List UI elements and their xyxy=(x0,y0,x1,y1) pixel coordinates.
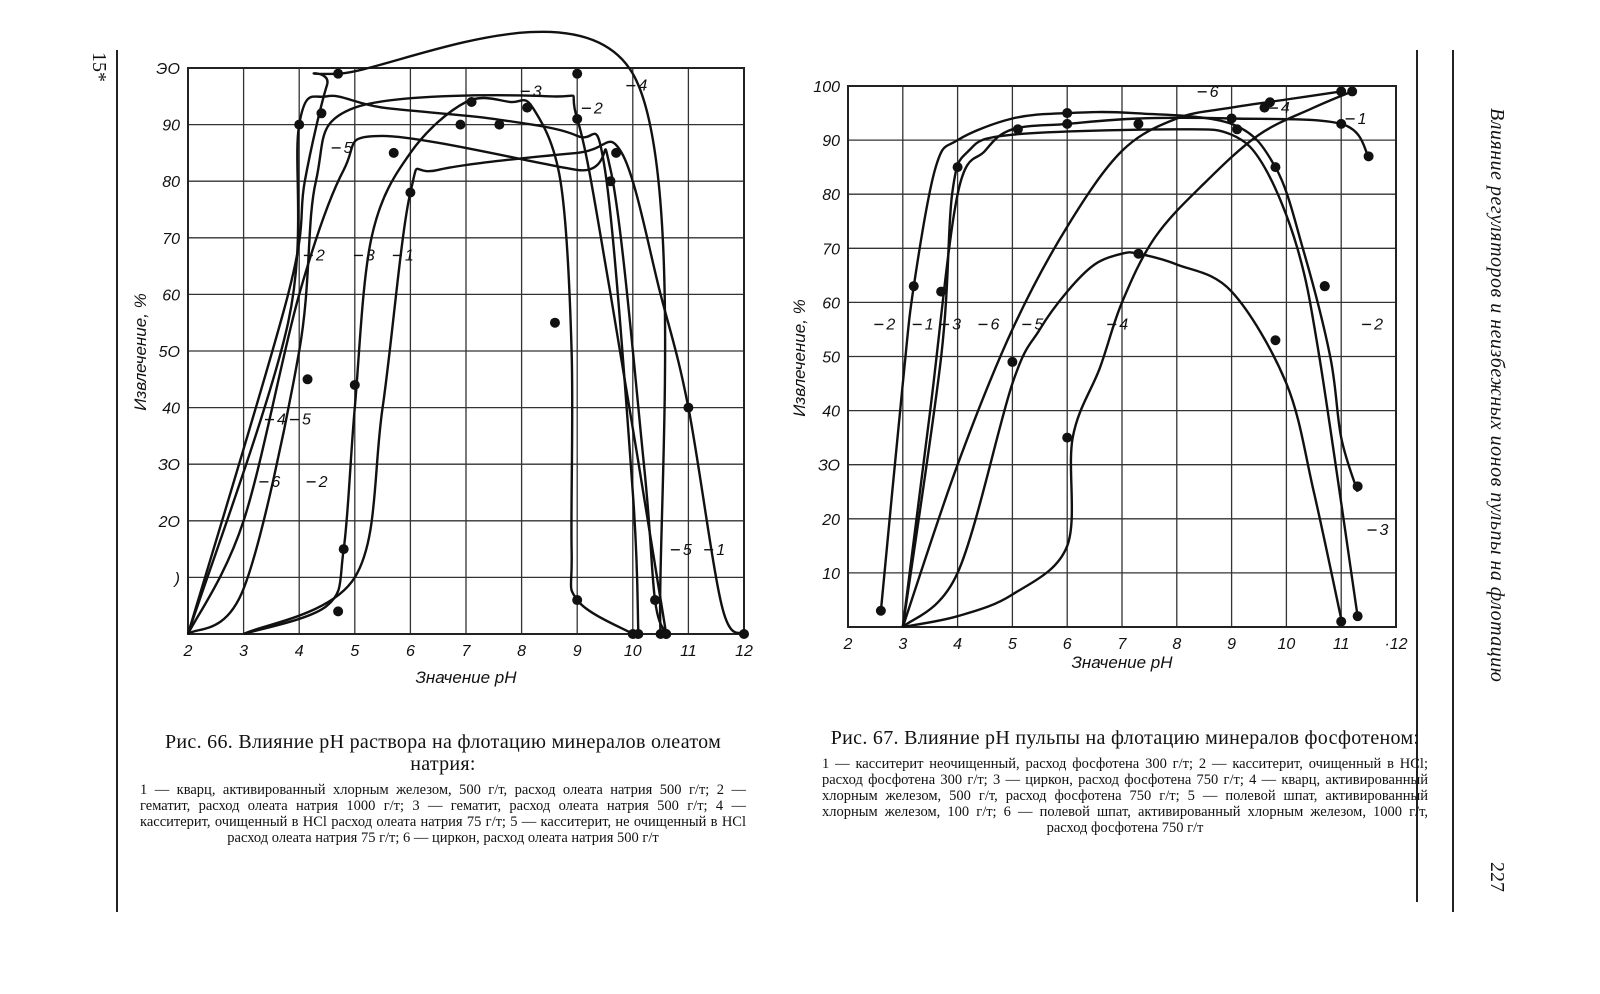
y-tick-label: ) xyxy=(174,570,180,588)
curve-label: 2 xyxy=(1374,316,1383,334)
curve-label: 3 xyxy=(365,247,375,265)
data-point-series-3 xyxy=(1353,611,1363,621)
y-tick-label: 50 xyxy=(822,349,840,367)
left-margin-rule xyxy=(116,50,118,912)
data-point-series-4 xyxy=(1347,86,1357,96)
x-tick-label: 7 xyxy=(461,643,471,660)
series-curve-3 xyxy=(244,98,633,634)
curve-label: 6 xyxy=(1209,83,1219,101)
data-point xyxy=(611,148,621,158)
figure-67-legend: 1 — касситерит неочищенный, расход фосфотена 300 г/т; 2 — касситерит, очищенный в HCl; расход фосфотена 300 г/т; 3 — циркон, расход фосфотена 750 г/т; 4 — кварц, активированный хлорным железом, 500 г/т, расход фосфотена 750 г/т; 5 — полевой шпат, активированный хлорным железом, 100 г/т; 6 — полевой шпат, активированный хлорным железом, 1000 г/т, расход фосфотена 750 г/т xyxy=(822,756,1428,836)
data-point-series-2 xyxy=(876,606,886,616)
y-tick-label: 70 xyxy=(162,230,180,248)
series-curve-4 xyxy=(903,91,1352,627)
curve-label: 3 xyxy=(952,316,962,334)
data-point-series-1 xyxy=(1133,119,1143,129)
curve-label: 2 xyxy=(315,247,325,265)
x-tick-label: 9 xyxy=(572,643,582,660)
curve-label: 3 xyxy=(532,83,542,101)
data-point xyxy=(1013,124,1023,134)
data-point-series-1 xyxy=(1364,151,1374,161)
data-point-series-1 xyxy=(405,188,415,198)
data-point-series-5 xyxy=(661,629,671,639)
data-point-series-3 xyxy=(572,595,582,605)
data-point xyxy=(389,148,399,158)
y-tick-label: 90 xyxy=(822,133,840,151)
y-tick-label: 70 xyxy=(822,241,840,259)
data-point xyxy=(303,374,313,384)
data-point-series-2 xyxy=(1270,162,1280,172)
series-curve-1 xyxy=(244,139,744,634)
y-tick-label: 60 xyxy=(162,287,180,305)
data-point-series-3 xyxy=(1232,124,1242,134)
x-axis-label: Значение pH xyxy=(415,668,517,687)
x-tick-label: 11 xyxy=(680,643,697,660)
data-point xyxy=(1062,108,1072,118)
data-point-series-4 xyxy=(1062,433,1072,443)
right-margin-rule xyxy=(1452,50,1454,912)
y-axis-label: Извлечение, % xyxy=(131,293,150,411)
data-point-series-6 xyxy=(294,120,304,130)
x-tick-label: 9 xyxy=(1227,636,1237,653)
x-tick-label: 11 xyxy=(1332,636,1350,653)
data-point-series-3 xyxy=(1320,281,1330,291)
data-point-series-1 xyxy=(683,403,693,413)
data-point-series-5 xyxy=(1133,249,1143,259)
data-point-series-5 xyxy=(1270,335,1280,345)
data-point xyxy=(550,318,560,328)
x-tick-label: 4 xyxy=(953,636,963,653)
x-tick-label: 8 xyxy=(1172,636,1182,653)
data-point-series-2 xyxy=(572,114,582,124)
y-tick-label: ЭО xyxy=(156,61,180,78)
corner-mark: 15* xyxy=(88,52,110,82)
series-curve-4 xyxy=(188,32,665,634)
data-point-series-4 xyxy=(572,69,582,79)
curve-label: 4 xyxy=(1280,100,1290,118)
data-point-series-1 xyxy=(739,629,749,639)
y-tick-label: 10 xyxy=(822,565,840,583)
figure-66-caption xyxy=(140,731,746,846)
y-tick-label: 80 xyxy=(162,174,180,192)
data-point-series-4 xyxy=(333,69,343,79)
data-point xyxy=(455,120,465,130)
y-tick-label: ЗО xyxy=(818,457,840,475)
y-tick-label: 40 xyxy=(162,400,180,418)
y-tick-label: 80 xyxy=(822,187,840,205)
x-tick-label: 5 xyxy=(1007,636,1017,653)
x-tick-label: 2 xyxy=(843,636,853,653)
x-tick-label: 4 xyxy=(294,643,304,660)
data-point xyxy=(606,176,616,186)
curve-label: 5 xyxy=(682,541,692,559)
curve-label: 4 xyxy=(276,411,286,429)
curve-label: 3 xyxy=(1379,522,1389,540)
data-point-series-3 xyxy=(333,606,343,616)
data-point-series-3 xyxy=(467,97,477,107)
x-tick-label: 12 xyxy=(735,643,753,660)
chart-67 xyxy=(790,79,1408,672)
x-tick-label: 3 xyxy=(898,636,908,653)
data-point xyxy=(339,544,349,554)
curve-label: 1 xyxy=(924,316,934,334)
x-tick-label: 10 xyxy=(1277,636,1296,653)
y-axis-label: Извлечение, % xyxy=(790,299,809,417)
x-tick-label: 6 xyxy=(1062,636,1072,653)
y-tick-label: 60 xyxy=(822,295,840,313)
data-point-series-1 xyxy=(1062,119,1072,129)
data-point-series-3 xyxy=(522,103,532,113)
data-point-series-6 xyxy=(633,629,643,639)
y-tick-label: 100 xyxy=(813,79,840,96)
page-number: 227 xyxy=(1486,862,1508,892)
data-point-series-2 xyxy=(909,281,919,291)
curve-label: 6 xyxy=(990,316,1000,334)
figure-66-legend: 1 — кварц, активированный хлорным железом, 500 г/т, расход олеата натрия 500 г/т; 2 — гематит, расход олеата натрия 1000 г/т; 3 — гематит, расход олеата натрия 500 г/т; 4 — касситерит, очищенный в HCl расход олеата натрия 75 г/т; 5 — касситерит, не очищенный в HCl расход олеата натрия 75 г/т; 6 — циркон, расход олеата натрия 500 г/т xyxy=(140,782,746,846)
data-point-series-3 xyxy=(936,287,946,297)
curve-label: 4 xyxy=(1119,316,1129,334)
curve-label: 6 xyxy=(271,473,281,491)
data-point xyxy=(494,120,504,130)
chart-66 xyxy=(131,32,753,687)
x-tick-label: 2 xyxy=(183,643,193,660)
series-curve-5 xyxy=(188,136,666,634)
y-tick-label: 5О xyxy=(158,344,180,361)
x-tick-label: 6 xyxy=(405,643,415,660)
curve-label: 2 xyxy=(593,100,603,118)
x-tick-label: 8 xyxy=(517,643,527,660)
curve-label: 2 xyxy=(318,473,328,491)
y-tick-label: 40 xyxy=(822,403,840,421)
curve-label: 1 xyxy=(1357,110,1367,128)
curve-label: 1 xyxy=(404,247,414,265)
figure-66-title: Рис. 66. Влияние pH раствора на флотацию минералов олеатом натрия: xyxy=(164,731,722,775)
x-tick-label: 7 xyxy=(1117,636,1127,653)
curve-label: 2 xyxy=(886,316,896,334)
data-point-series-5 xyxy=(1007,357,1017,367)
y-tick-label: ЗО xyxy=(158,457,180,475)
data-point-series-2 xyxy=(1353,481,1363,491)
data-point-series-1 xyxy=(1336,119,1346,129)
curve-label: 1 xyxy=(716,541,726,559)
data-point-series-3 xyxy=(350,380,360,390)
data-point-series-6 xyxy=(1336,86,1346,96)
data-point-series-5 xyxy=(650,595,660,605)
x-tick-label: 10 xyxy=(623,643,642,660)
figure-67-caption xyxy=(822,727,1428,836)
data-point-series-5 xyxy=(1336,617,1346,627)
y-tick-label: 2О xyxy=(158,513,180,531)
running-head: Влияние регуляторов и неизбежных ионов пульпы на флотацию xyxy=(1486,108,1508,683)
x-tick-label: 5 xyxy=(350,643,360,660)
curve-label: 4 xyxy=(638,77,648,95)
y-tick-label: 90 xyxy=(162,117,180,135)
data-point xyxy=(1259,103,1269,113)
series-curve-2 xyxy=(188,95,666,634)
curve-label: 5 xyxy=(1034,316,1044,334)
curve-label: 5 xyxy=(301,411,311,429)
x-tick-label: 3 xyxy=(239,643,249,660)
x-axis-label: Значение pH xyxy=(1071,653,1173,672)
curve-label: 5 xyxy=(343,139,353,157)
x-tick-label: ·12 xyxy=(1384,636,1408,653)
figure-67-title: Рис. 67. Влияние pH пульпы на флотацию минералов фосфотеном: xyxy=(830,727,1420,749)
y-tick-label: 20 xyxy=(822,511,840,529)
